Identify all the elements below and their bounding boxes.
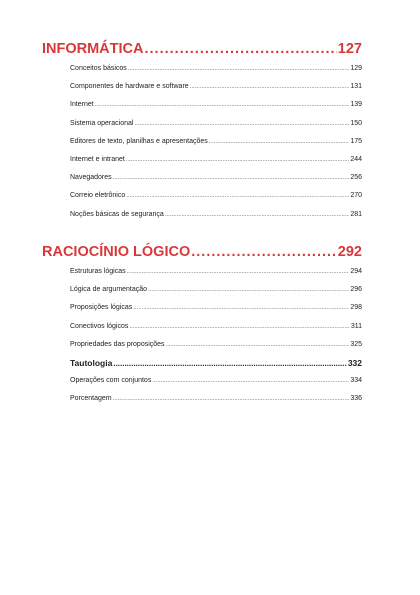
toc-section-raciocinio-logico (42, 243, 362, 409)
entry-label: Lógica de argumentação (70, 286, 148, 294)
toc-entry (70, 187, 362, 205)
toc-entries (70, 60, 362, 224)
entry-page: 296 (350, 286, 362, 294)
dot-leader (145, 40, 337, 58)
toc-entry (70, 151, 362, 169)
dot-leader (133, 299, 349, 317)
dot-leader (209, 133, 350, 151)
entry-page: 281 (350, 210, 362, 218)
entry-page: 175 (350, 137, 362, 145)
entry-label: Navegadores (70, 174, 112, 182)
section-heading (42, 40, 362, 58)
entry-page: 270 (350, 192, 362, 200)
entry-label: Editores de texto, planilhas e apresentações (70, 137, 208, 145)
entry-page: 129 (350, 65, 362, 72)
toc-entry-emphasized (70, 354, 362, 372)
entry-label: Internet e intranet (70, 155, 125, 163)
entry-label: Conceitos básicos (70, 65, 127, 72)
toc-entry (70, 299, 362, 317)
toc-entry (70, 96, 362, 114)
dot-leader (152, 372, 349, 390)
entry-page: 332 (347, 357, 362, 368)
entry-label: Estruturas lógicas (70, 268, 126, 275)
toc-entry (70, 263, 362, 281)
toc-section-informatica (42, 40, 362, 224)
entry-label: Sistema operacional (70, 119, 134, 127)
entry-page: 298 (350, 304, 362, 312)
dot-leader (113, 390, 350, 408)
dot-leader (126, 187, 349, 205)
dot-leader (148, 281, 349, 299)
dot-leader (126, 151, 349, 169)
toc-entry (70, 390, 362, 408)
toc-entries (70, 263, 362, 409)
toc-entry (70, 318, 362, 336)
entry-label: Noções básicas de segurança (70, 210, 164, 218)
entry-label: Operações com conjuntos (70, 377, 152, 385)
toc-entry (70, 78, 362, 96)
entry-page: 131 (350, 83, 362, 91)
dot-leader (134, 115, 349, 133)
entry-label: Porcentagem (70, 395, 112, 403)
section-title: INFORMÁTICA (42, 41, 144, 57)
entry-page: 325 (350, 340, 362, 348)
dot-leader (165, 206, 350, 224)
entry-label: Correio eletrônico (70, 192, 126, 200)
dot-leader (190, 78, 350, 96)
entry-page: 256 (350, 174, 362, 182)
dot-leader (166, 336, 350, 354)
dot-leader (113, 355, 346, 373)
toc-entry (70, 169, 362, 187)
dot-leader (95, 96, 350, 114)
entry-label: Tautologia (70, 357, 113, 368)
entry-page: 139 (350, 101, 362, 109)
dot-leader (191, 243, 337, 261)
toc-entry (70, 336, 362, 354)
entry-label: Propriedades das proposições (70, 340, 165, 348)
dot-leader (127, 263, 350, 281)
entry-label: Proposições lógicas (70, 304, 133, 312)
dot-leader (113, 169, 350, 187)
dot-leader (129, 318, 349, 336)
toc-entry (70, 372, 362, 390)
section-heading (42, 243, 362, 261)
toc-entry (70, 281, 362, 299)
entry-page: 294 (350, 268, 362, 275)
toc-entry (70, 60, 362, 78)
entry-page: 244 (350, 155, 362, 163)
entry-page: 311 (350, 322, 362, 330)
entry-label: Componentes de hardware e software (70, 83, 189, 91)
entry-page: 334 (350, 377, 362, 385)
entry-label: Conectivos lógicos (70, 322, 129, 330)
entry-label: Internet (70, 101, 94, 109)
toc-entry (70, 133, 362, 151)
entry-page: 150 (350, 119, 362, 127)
entry-page: 336 (350, 395, 362, 403)
dot-leader (128, 60, 350, 78)
section-page: 292 (337, 244, 362, 260)
section-page: 127 (337, 41, 362, 57)
toc-entry (70, 206, 362, 224)
toc-entry (70, 115, 362, 133)
section-title: RACIOCÍNIO LÓGICO (42, 244, 191, 260)
